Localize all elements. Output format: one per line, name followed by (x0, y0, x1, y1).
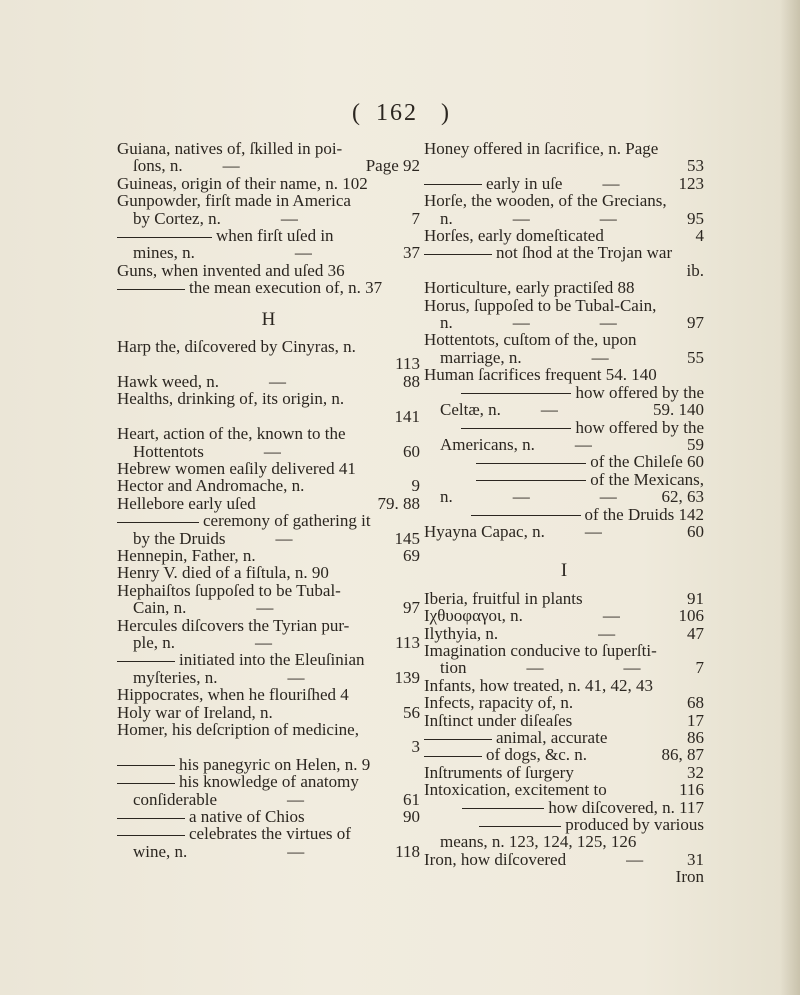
index-entry: Intoxication, excitement to 116 (424, 780, 704, 800)
index-entry: when firſt uſed in (117, 227, 420, 244)
right-column (424, 140, 704, 886)
index-entry: conſiderable — 61 (133, 789, 420, 809)
index-entry: of dogs, &c. n. 86, 87 (424, 746, 704, 763)
index-entry: ple, n. — 113 (133, 632, 420, 652)
index-entry: of the Mexicans, (424, 471, 704, 488)
index-entry: Horſes, early domeſticated 4 (424, 226, 704, 246)
index-entry: 113 (395, 354, 420, 374)
section-letter-h: H (261, 308, 276, 330)
index-entry: Inſtruments of ſurgery 32 (424, 762, 704, 782)
index-entry: by the Druids — 145 (133, 528, 420, 548)
index-entry: his panegyric on Helen, n. 9 (117, 756, 420, 773)
index-entry: mines, n. — 37 (133, 243, 420, 263)
index-entry: Hector and Andromache, n. 9 (117, 476, 420, 496)
ditto-rule (476, 463, 586, 464)
index-entry: marriage, n. — 55 (440, 347, 704, 367)
ditto-rule (117, 289, 185, 290)
index-entry: Celtæ, n. — 59. 140 (440, 400, 704, 420)
index-entry: Healths, drinking of, its origin, n. (117, 389, 345, 409)
index-entry: ſons, n. — Page 92 (133, 156, 420, 176)
ditto-rule (117, 783, 175, 784)
ditto-rule (471, 515, 581, 516)
ditto-rule (117, 765, 175, 766)
index-entry: wine, n. — 118 (133, 841, 420, 861)
index-entry: Hercules diſcovers the Tyrian pur- (117, 615, 350, 635)
index-entry: a native of Chios 90 (117, 808, 420, 825)
catchword: Iron (675, 867, 704, 887)
page-edge-shadow (780, 0, 800, 995)
ditto-rule (424, 254, 492, 255)
index-entry: Human ſacrifices frequent 54. 140 (424, 365, 657, 385)
index-entry: Horus, ſuppoſed to be Tubal-Cain, (424, 295, 657, 315)
index-entry: Honey offered in ſacrifice, n. Page (424, 139, 659, 158)
ditto-rule (117, 522, 199, 523)
index-entry: Iberia, fruitful in plants 91 (424, 588, 704, 608)
ditto-rule (117, 835, 185, 836)
index-entry: Hippocrates, when he flouriſhed 4 (117, 685, 349, 705)
index-entry: Harp the, diſcovered by Cinyras, n. (117, 337, 356, 357)
ditto-rule (476, 480, 586, 481)
index-entry: Henry V. died of a fiſtula, n. 90 (117, 563, 329, 583)
index-entry: early in uſe — 123 (424, 175, 704, 192)
index-entry: Inſtinct under diſeaſes 17 (424, 710, 704, 730)
index-entry: tion — — 7 (440, 658, 704, 678)
ditto-rule (424, 756, 482, 757)
index-entry: ib. (686, 260, 704, 280)
index-entry: Horſe, the wooden, of the Grecians, (424, 191, 667, 211)
ditto-rule (424, 739, 492, 740)
index-entry: 53 (687, 156, 704, 176)
index-entry: Iron, how diſcovered — 31 (424, 849, 704, 869)
ditto-rule (117, 818, 185, 819)
index-entry: means, n. 123, 124, 125, 126 (440, 832, 637, 852)
index-entry: of the Chileſe 60 (424, 453, 704, 470)
index-entry: Imagination conducive to ſuperſti- (424, 640, 657, 660)
index-entry: Infects, rapacity of, n. 68 (424, 693, 704, 713)
index-entry: Horticulture, early practiſed 88 (424, 278, 635, 298)
index-entry: of the Druids 142 (424, 506, 704, 523)
header-open-paren: ( (352, 100, 362, 126)
index-entry: Cain, n. — 97 (133, 598, 420, 618)
index-entry: n. — — 62, 63 (440, 487, 704, 507)
index-entry: animal, accurate 86 (424, 729, 704, 746)
index-entry: Hawk weed, n. — 88 (117, 371, 420, 391)
index-entry: Heart, action of the, known to the (117, 424, 346, 444)
index-entry: 141 (394, 406, 420, 426)
index-entry: by Cortez, n. — 7 (133, 208, 420, 228)
index-entry: Holy war of Ireland, n. 56 (117, 702, 420, 722)
index-entry: not ſhod at the Trojan war (424, 244, 704, 261)
index-entry: Hottentots — 60 (133, 441, 420, 461)
section-letter-i: I (560, 560, 568, 582)
index-entry: Hephaiſtos ſuppoſed to be Tubal- (117, 580, 341, 600)
index-entry: how offered by the (424, 419, 704, 436)
index-entry: Homer, his deſcription of medicine, (117, 720, 359, 739)
index-entry: Gunpowder, firſt made in America (117, 191, 351, 211)
index-entry: Infants, how treated, n. 41, 42, 43 (424, 675, 653, 695)
index-entry: n. — — 97 (440, 313, 704, 333)
index-entry: Americans, n. — 59 (440, 434, 704, 454)
ditto-rule (424, 184, 482, 185)
ditto-rule (117, 237, 212, 238)
page-header (0, 100, 800, 130)
ditto-rule (462, 808, 544, 809)
index-entry: Guiana, natives of, ſkilled in poi- (117, 139, 343, 158)
index-entry: how diſcovered, n. 117 (424, 799, 704, 816)
index-entry: celebrates the virtues of (117, 825, 420, 842)
index-entry: his knowledge of anatomy (117, 773, 420, 790)
ditto-rule (117, 661, 175, 662)
index-entry: initiated into the Eleuſinian (117, 651, 420, 668)
index-entry: the mean execution of, n. 37 (117, 279, 420, 296)
header-close-paren: ) (441, 100, 451, 126)
ditto-rule (461, 393, 571, 394)
left-column (117, 140, 420, 860)
index-entry: ceremony of gathering it (117, 512, 420, 529)
index-entry: myſteries, n. — 139 (133, 667, 420, 687)
index-entry: Hellebore early uſed 79. 88 (117, 493, 420, 513)
index-entry: Ιχθυοφαγοι, n. — 106 (424, 606, 704, 626)
index-entry: Hottentots, cuſtom of the, upon (424, 330, 637, 350)
ditto-rule (479, 826, 561, 827)
page-number: 162 (376, 100, 418, 126)
index-entry: Hebrew women eaſily delivered 41 (117, 458, 356, 478)
index-entry: 3 (411, 737, 420, 757)
index-entry: produced by various (424, 816, 704, 833)
index-entry: Hyayna Capac, n. — 60 (424, 521, 704, 541)
index-entry: Guineas, origin of their name, n. 102 (117, 173, 368, 193)
index-entry: Guns, when invented and uſed 36 (117, 260, 345, 280)
index-entry: Ilythyia, n. — 47 (424, 623, 704, 643)
ditto-rule (461, 428, 571, 429)
index-entry: how offered by the (424, 384, 704, 401)
index-entry: n. — — 95 (440, 208, 704, 228)
index-entry: Hennepin, Father, n. 69 (117, 545, 420, 565)
